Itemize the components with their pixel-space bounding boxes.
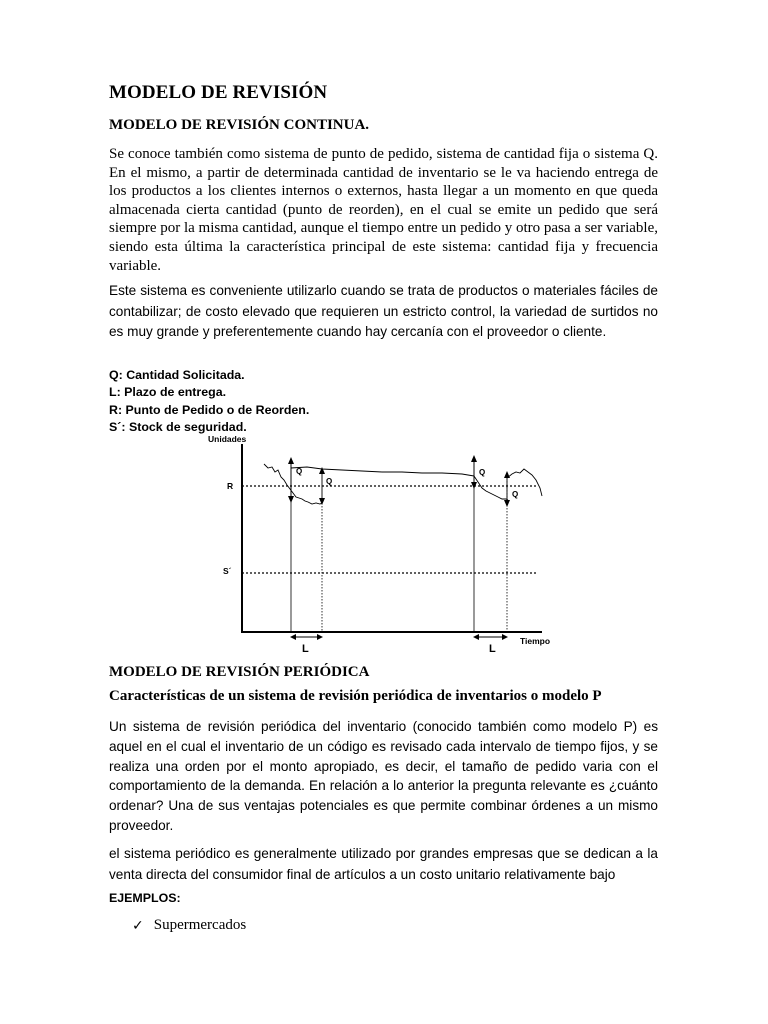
definitions-list: [109, 367, 309, 436]
q-arrow-4-head-up: [504, 471, 510, 478]
q-label-1: Q: [296, 467, 303, 476]
safety-stock-label: S´: [223, 566, 232, 576]
examples-heading: EJEMPLOS:: [109, 891, 181, 905]
l-label-1: L: [302, 643, 309, 655]
q-arrow-1-head-down: [288, 496, 294, 503]
inventory-curve-plateau: [291, 467, 474, 476]
l-arrow-1-head-left: [290, 634, 296, 640]
paragraph-continuous-description: Se conoce también como sistema de punto de pedido, sistema de cantidad fija o sistema Q. En el mismo, a partir de determinada cantidad de inventario se le va haciendo entrega de los productos a los clientes internos o externos, hasta llegar a un momento en que queda almacenada cierta cantidad (punto de reorden), en el cual se emite un pedido que será siempre por la misma cantidad, aunque el tiempo entre un pedido y otro pasa a ser variable, siendo esta última la característica principal de este sistema: cantidad fija y frecuencia variable.: [109, 146, 658, 274]
inventory-curve-second-drop: [474, 476, 508, 500]
subheading-periodic-characteristics: Características de un sistema de revisión periódica de inventarios o modelo P: [109, 688, 602, 704]
definition-l: L: Plazo de entrega.: [109, 385, 227, 400]
reorder-level-label: R: [227, 481, 234, 491]
definition-r: R: Punto de Pedido o de Reorden.: [109, 402, 310, 417]
example-item: [132, 917, 246, 934]
example-item-label: Supermercados: [153, 917, 247, 933]
x-axis-label: Tiempo: [520, 636, 551, 646]
paragraph-periodic-description: Un sistema de revisión periódica del inventario (conocido también como modelo P) es aquel en el cual el inventario de un código es revisado cada intervalo de tiempo fijos, y se realiza una orden por el monto apropiado, es decir, el tamaño de pedido varia con el comportamiento de la demanda. En relación a lo anterior la pregunta relevante es ¿cuánto ordenar? Una de sus ventajas potenciales es que permite combinar órdenes a un mismo proveedor.: [109, 719, 658, 833]
page-title: MODELO DE REVISIÓN: [109, 82, 328, 103]
q-arrow-2-head-up: [319, 467, 325, 474]
y-axis-label: Unidades: [208, 434, 247, 444]
l-label-2: L: [489, 643, 496, 655]
q-arrow-1-head-up: [288, 457, 294, 464]
paragraph-continuous-usage: Este sistema es conveniente utilizarlo cuando se trata de productos o materiales fáciles de contabilizar; de costo elevado que requieren un estricto control, la variedad de surtidos no es muy grande y preferentemente cuando hay cercanía con el proveedor o cliente.: [109, 283, 658, 339]
q-label-2: Q: [326, 477, 333, 486]
q-arrow-4-head-down: [504, 500, 510, 507]
paragraph-periodic-usage: el sistema periódico es generalmente utilizado por grandes empresas que se dedican a la venta directa del consumidor final de artículos a un costo unitario relativamente bajo: [109, 846, 658, 882]
section-heading-continuous: MODELO DE REVISIÓN CONTINUA.: [109, 117, 370, 133]
l-arrow-2-head-left: [473, 634, 479, 640]
l-arrow-2-head-right: [502, 634, 508, 640]
q-label-4: Q: [512, 490, 519, 499]
inventory-diagram: [208, 430, 568, 658]
definition-s: S´: Stock de seguridad.: [109, 419, 247, 434]
q-arrow-3-head-up: [471, 455, 477, 462]
section-heading-periodic: MODELO DE REVISIÓN PERIÓDICA: [109, 664, 370, 680]
q-label-3: Q: [479, 468, 486, 477]
check-icon: ✓: [132, 917, 144, 934]
l-arrow-1-head-right: [317, 634, 323, 640]
definition-q: Q: Cantidad Solicitada.: [109, 368, 245, 382]
